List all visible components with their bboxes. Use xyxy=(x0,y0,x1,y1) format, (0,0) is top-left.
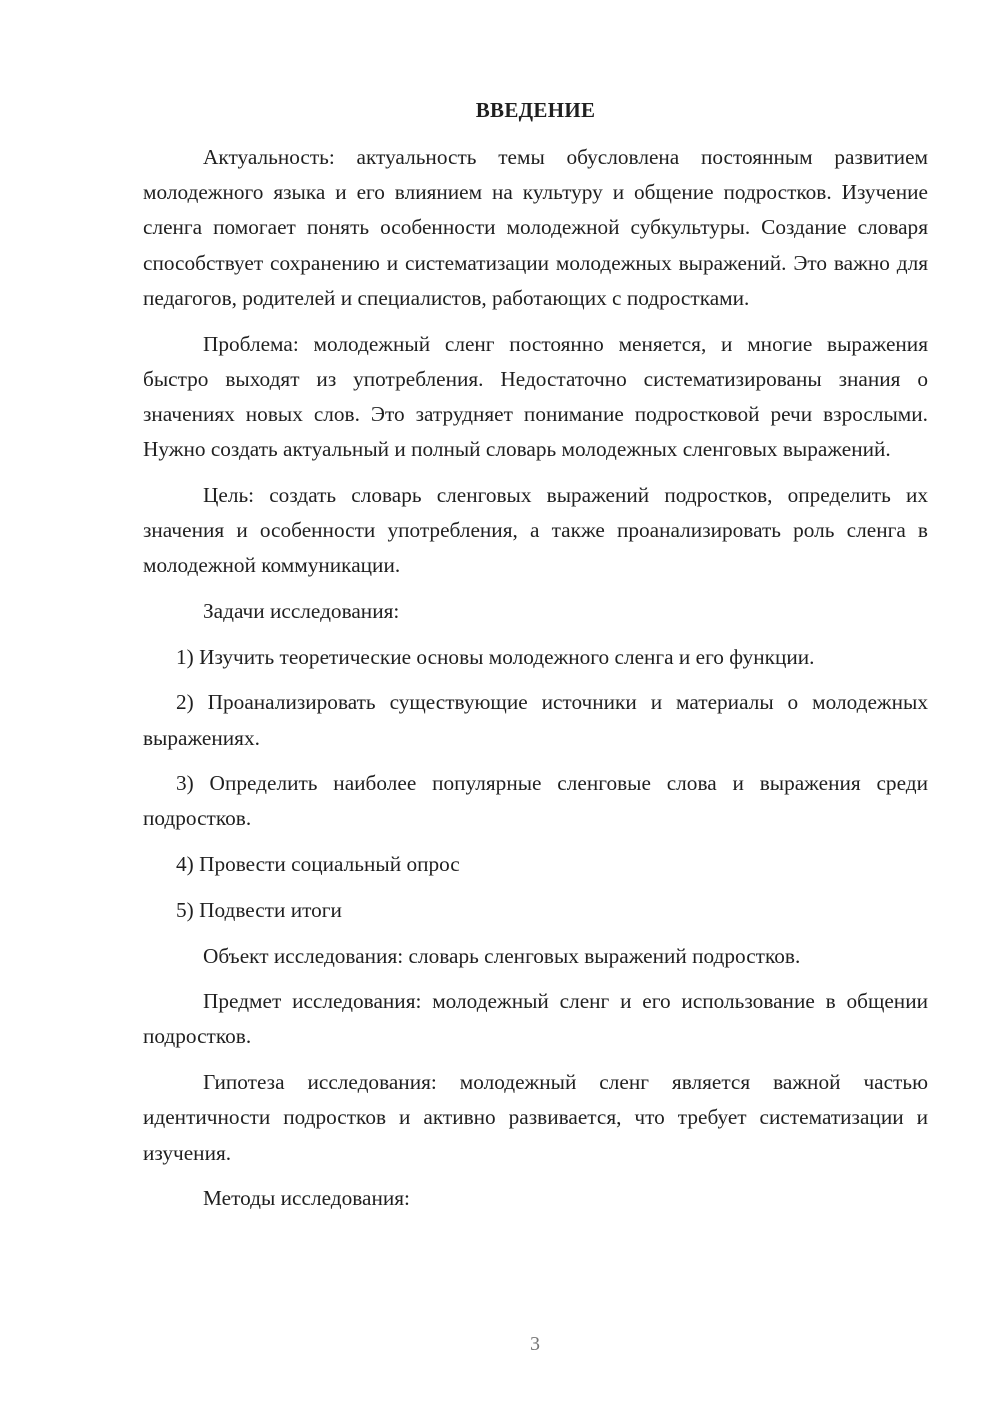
task-item: 2) Проанализировать существующие источники и материалы о молодежных выражениях. xyxy=(143,690,928,750)
task-item: 3) Определить наиболее популярные сленговые слова и выражения среди подростков. xyxy=(143,771,928,831)
object-paragraph: Объект исследования: словарь сленговых выражений подростков. xyxy=(203,943,801,968)
task-item: 4) Провести социальный опрос xyxy=(176,852,460,877)
subject-paragraph: Предмет исследования: молодежный сленг и его использование в общении подростков. xyxy=(143,989,928,1049)
relevance-paragraph: Актуальность: актуальность темы обусловлена постоянным развитием молодежного языка и его влиянием на культуру и общение подростков. Изучение сленга помогает понять особенности молодежной субкультуры. Создание словаря способствует сохранению и систематизации молодежных выражений. Это важно для педагогов, родителей и специалистов, работающих с подростками. xyxy=(143,145,928,310)
hypothesis-paragraph: Гипотеза исследования: молодежный сленг является важной частью идентичности подростков и активно развивается, что требует систематизации и изучения. xyxy=(143,1070,928,1165)
tasks-heading: Задачи исследования: xyxy=(203,598,400,623)
methods-heading: Методы исследования: xyxy=(203,1186,410,1211)
task-item: 1) Изучить теоретические основы молодежного сленга и его функции. xyxy=(176,644,815,669)
task-item: 5) Подвести итоги xyxy=(176,897,342,922)
document-page xyxy=(143,94,928,1227)
goal-paragraph: Цель: создать словарь сленговых выражений подростков, определить их значения и особенности употребления, а также проанализировать роль сленга в молодежной коммуникации. xyxy=(143,482,928,578)
problem-paragraph: Проблема: молодежный сленг постоянно меняется, и многие выражения быстро выходят из употребления. Недостаточно систематизированы знания о значениях новых слов. Это затрудняет понимание подростковой речи взрослыми. Нужно создать актуальный и полный словарь молодежных сленговых выражений. xyxy=(143,331,928,462)
page-number: 3 xyxy=(530,1333,540,1355)
page-title: ВВЕДЕНИЕ xyxy=(475,98,596,122)
